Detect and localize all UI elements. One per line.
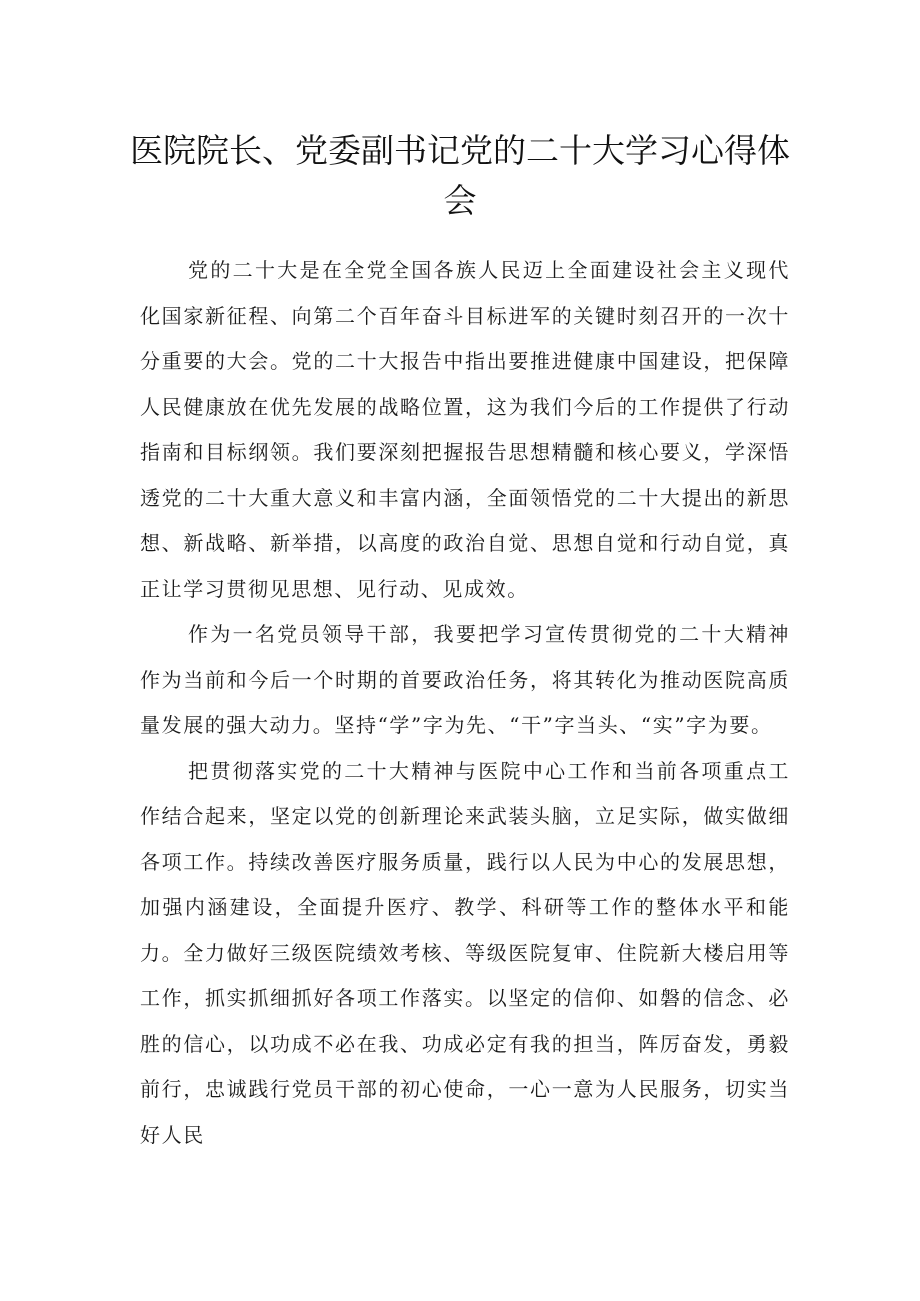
paragraph-3: 把贯彻落实党的二十大精神与医院中心工作和当前各项重点工作结合起来，坚定以党的创新理论来武装头脑，立足实际，做实做细各项工作。持续改善医疗服务质量，践行以人民为中心的发展思想，加强内涵建设，全面提升医疗、教学、科研等工作的整体水平和能力。全力做好三级医院绩效考核、等级医院复审、住院新大楼启用等工作，抓实抓细抓好各项工作落实。以坚定的信仰、如磐的信念、必胜的信心，以功成不必在我、功成必定有我的担当，阵厉奋发，勇毅前行，忠诚践行党员干部的初心使命，一心一意为人民服务，切实当好人民 [140, 758, 790, 1147]
paragraph-2: 作为一名党员领导干部，我要把学习宣传贯彻党的二十大精神作为当前和今后一个时期的首要政治任务，将其转化为推动医院高质量发展的强大动力。坚持“学”字为先、“干”字当头、“实”字为要。 [140, 622, 790, 737]
document-body [140, 248, 790, 1158]
paragraph-1: 党的二十大是在全党全国各族人民迈上全面建设社会主义现代化国家新征程、向第二个百年奋斗目标进军的关键时刻召开的一次十分重要的大会。党的二十大报告中指出要推进健康中国建设，把保障人民健康放在优先发展的战略位置，这为我们今后的工作提供了行动指南和目标纲领。我们要深刻把握报告思想精髓和核心要义，学深悟透党的二十大重大意义和丰富内涵，全面领悟党的二十大提出的新思想、新战略、新举措，以高度的政治自觉、思想自觉和行动自觉，真正让学习贯彻见思想、见行动、见成效。 [140, 258, 790, 601]
document-title: 医院院长、党委副书记党的二十大学习心得体会 [130, 131, 790, 220]
